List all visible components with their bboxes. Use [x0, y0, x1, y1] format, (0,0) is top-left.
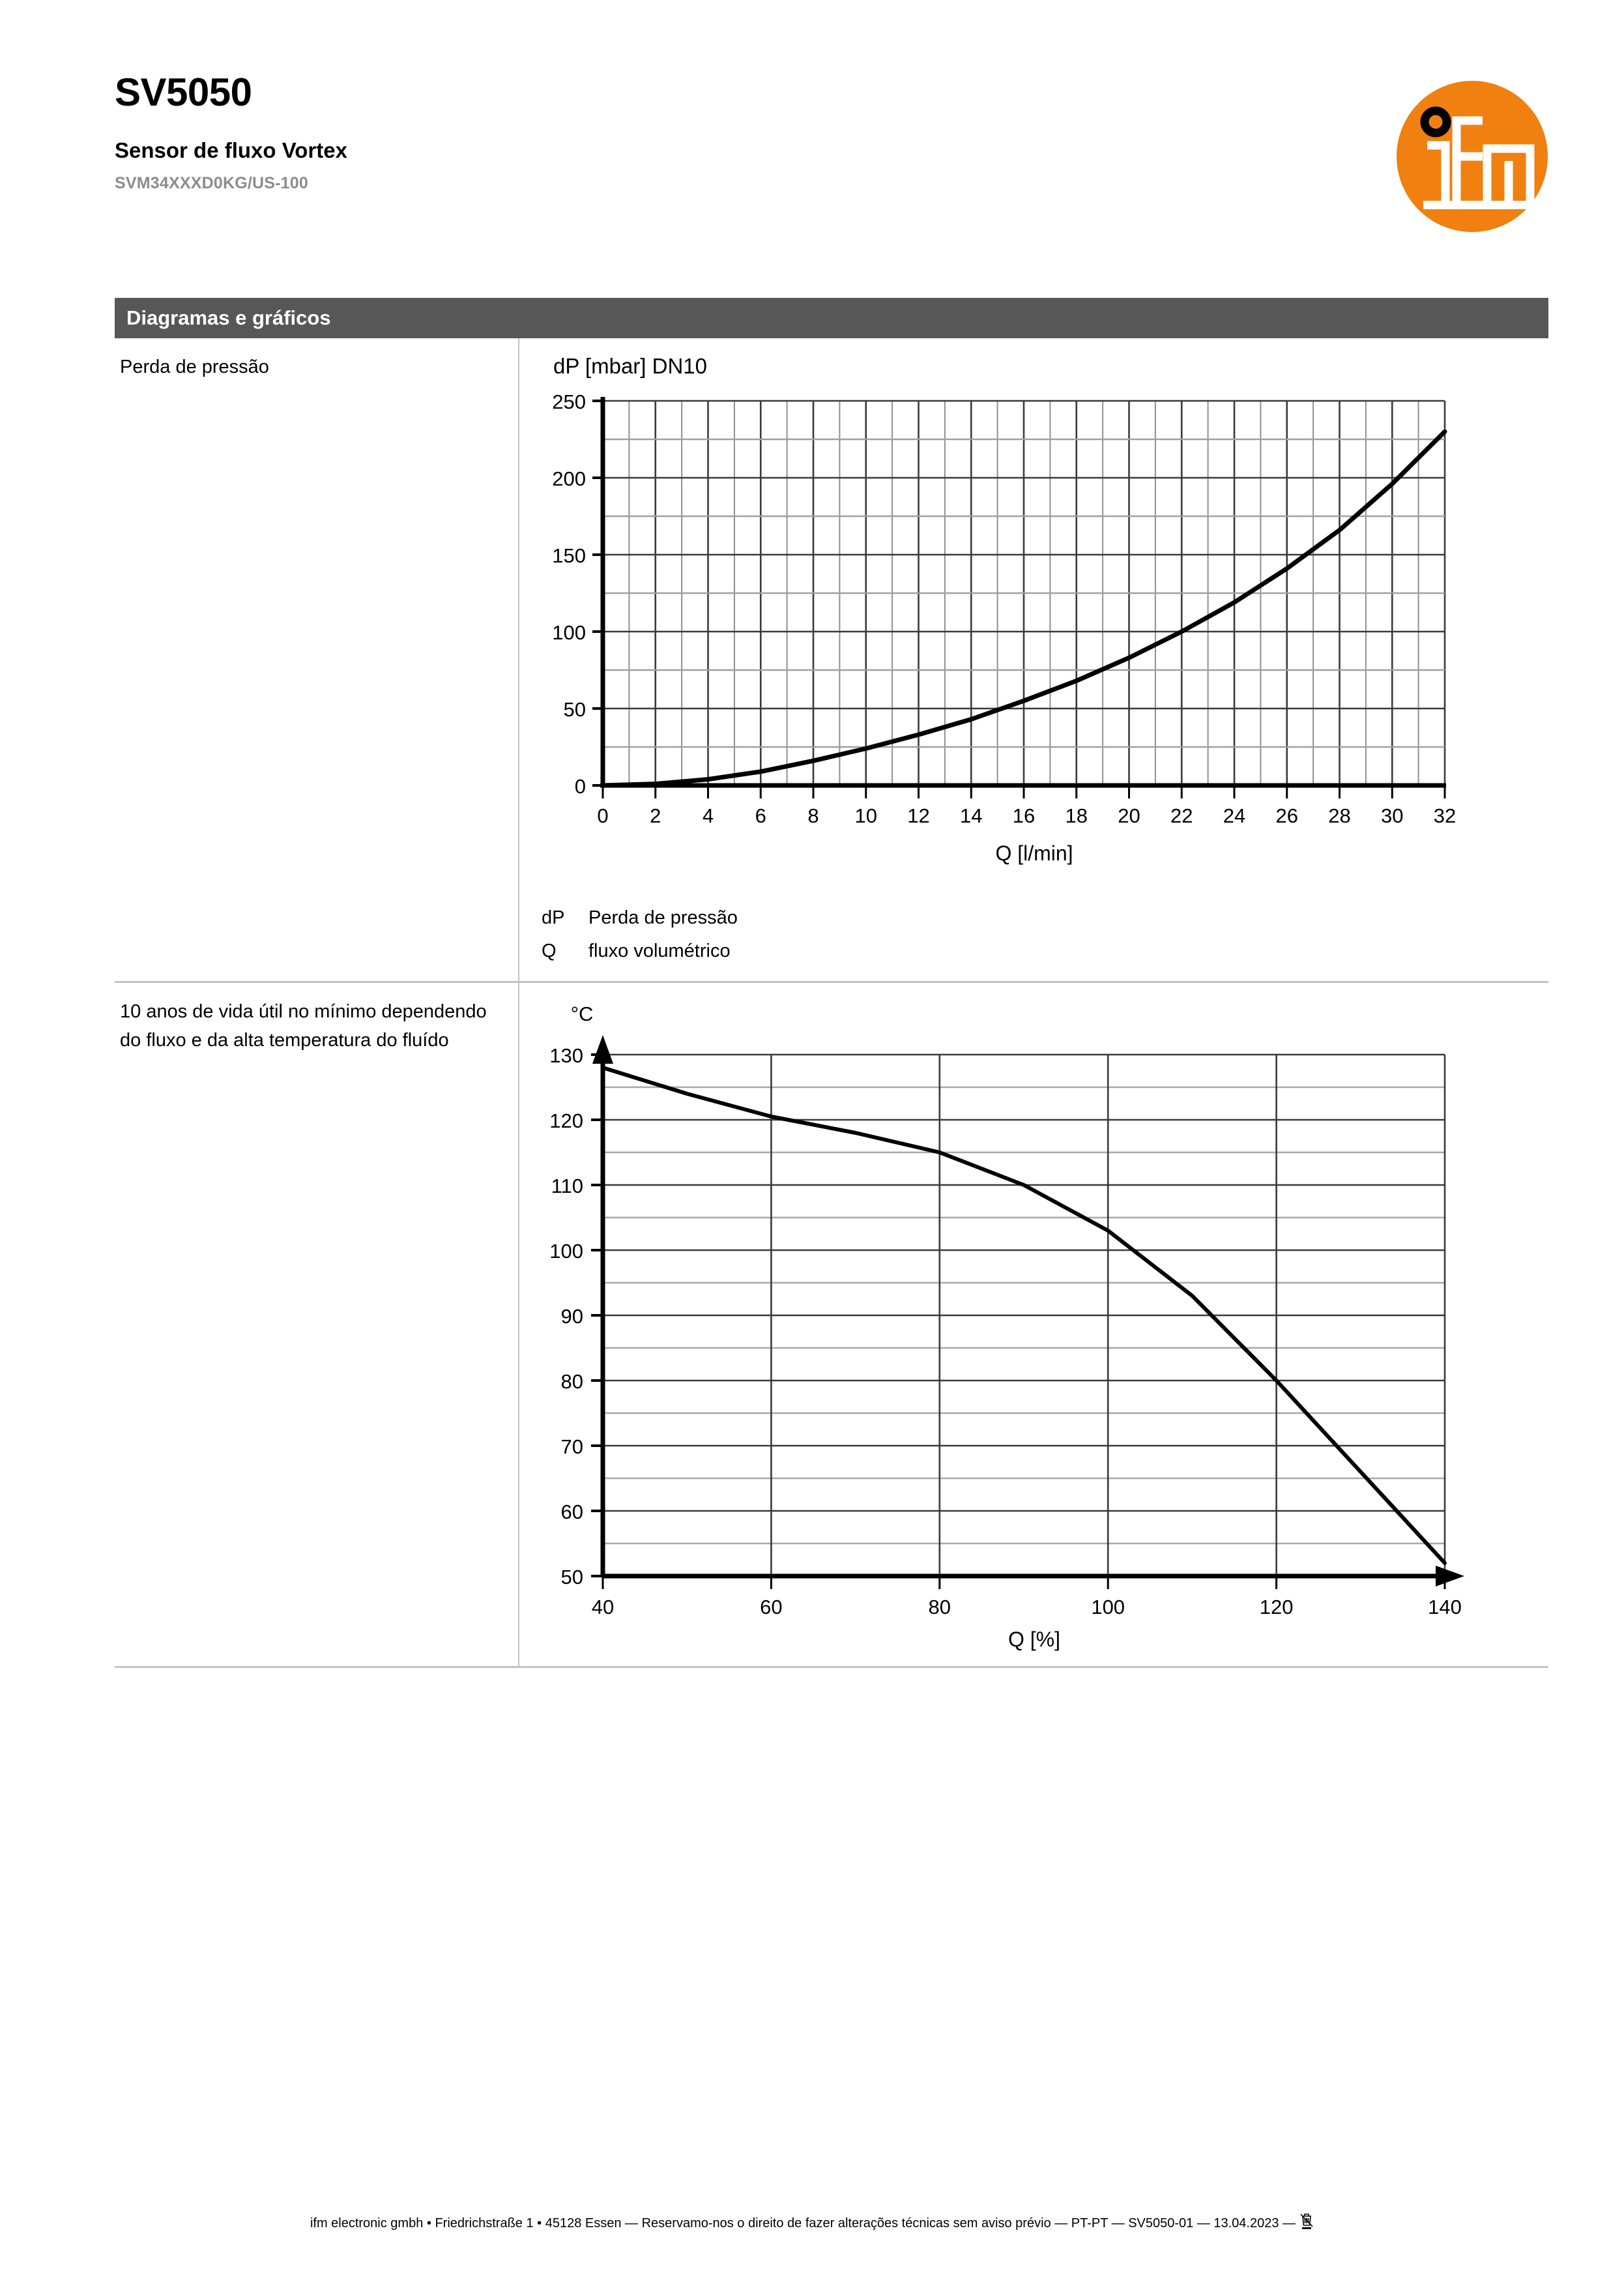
- svg-text:100: 100: [1091, 1596, 1125, 1618]
- row-content-pressure-loss: [519, 338, 1548, 982]
- svg-text:100: 100: [552, 621, 586, 644]
- svg-text:110: 110: [551, 1175, 583, 1197]
- svg-text:200: 200: [552, 467, 586, 490]
- legend-item: [542, 901, 1548, 935]
- pressure-loss-plot: [539, 350, 1510, 891]
- svg-text:50: 50: [560, 1566, 583, 1588]
- legend-text: fluxo volumétrico: [588, 941, 731, 961]
- section-header-diagrams: Diagramas e gráficos: [115, 298, 1548, 338]
- ifm-logo-icon: [1373, 62, 1549, 238]
- svg-text:6: 6: [755, 804, 766, 827]
- footer-text: ifm electronic gmbh • Friedrichstraße 1 • 45128 Essen — Reservamo-nos o direito de fazer alterações técnicas sem aviso prévio — PT-PT — SV5050-01 — 13.04.2023 —: [310, 2216, 1296, 2230]
- svg-text:28: 28: [1328, 804, 1351, 827]
- row-content-service-life: [519, 982, 1548, 1667]
- svg-text:26: 26: [1275, 804, 1298, 827]
- row-label-pressure-loss: Perda de pressão: [115, 338, 519, 982]
- chart1-title: dP [mbar] DN10: [553, 354, 707, 378]
- svg-text:18: 18: [1065, 804, 1088, 827]
- chart1-y-ticks: [552, 390, 586, 798]
- chart2-y-ticks: [549, 1044, 583, 1588]
- svg-text:22: 22: [1170, 804, 1193, 827]
- svg-text:50: 50: [563, 698, 586, 721]
- svg-text:30: 30: [1381, 804, 1404, 827]
- chart1-x-label: Q [l/min]: [995, 841, 1073, 865]
- svg-text:150: 150: [552, 544, 586, 567]
- chart2-x-axis-arrow: [1436, 1566, 1464, 1586]
- service-life-plot: [539, 995, 1510, 1653]
- svg-text:250: 250: [552, 390, 586, 413]
- svg-text:120: 120: [1259, 1596, 1294, 1618]
- svg-text:0: 0: [574, 775, 586, 798]
- svg-text:40: 40: [591, 1596, 615, 1618]
- svg-text:4: 4: [702, 804, 714, 827]
- ifm-logo: [1373, 62, 1549, 238]
- legend-symbol: dP: [542, 907, 565, 928]
- svg-text:16: 16: [1012, 804, 1036, 827]
- svg-text:32: 32: [1433, 804, 1457, 827]
- svg-text:0: 0: [597, 804, 609, 827]
- svg-text:60: 60: [560, 1500, 583, 1523]
- chart2-x-ticks: [592, 1596, 1462, 1618]
- crossed-out-wheelie-bin-icon: [1299, 2211, 1314, 2233]
- diagrams-table: [115, 338, 1548, 1668]
- product-code: SVM34XXXD0KG/US-100: [115, 174, 308, 192]
- svg-text:130: 130: [549, 1044, 583, 1067]
- svg-text:80: 80: [560, 1370, 583, 1393]
- chart-pressure-loss: [539, 350, 1548, 968]
- table-row: [115, 982, 1548, 1667]
- svg-text:20: 20: [1118, 804, 1140, 827]
- svg-text:10: 10: [854, 804, 877, 827]
- chart1-x-ticks: [597, 804, 1456, 827]
- document-header: [115, 70, 1548, 192]
- chart2-title: °C: [570, 1002, 594, 1025]
- svg-text:14: 14: [960, 804, 983, 827]
- svg-text:120: 120: [549, 1109, 583, 1132]
- table-row: [115, 338, 1548, 982]
- document-subtitle: Sensor de fluxo Vortex: [115, 138, 347, 162]
- chart2-x-label: Q [%]: [1008, 1628, 1061, 1651]
- page-title: SV5050: [115, 70, 252, 114]
- svg-text:24: 24: [1223, 804, 1246, 827]
- svg-text:2: 2: [650, 804, 661, 827]
- legend-item: [542, 935, 1548, 968]
- page-footer: [0, 2211, 1624, 2233]
- chart2-y-axis-arrow: [592, 1035, 613, 1064]
- chart-service-life: [539, 995, 1548, 1653]
- chart1-legend: [542, 901, 1548, 968]
- legend-symbol: Q: [542, 941, 557, 961]
- row-label-service-life: 10 anos de vida útil no mínimo dependendo do fluxo e da alta temperatura do fluído: [115, 982, 519, 1667]
- legend-text: Perda de pressão: [588, 907, 738, 928]
- svg-text:90: 90: [560, 1305, 583, 1328]
- svg-text:80: 80: [928, 1596, 951, 1618]
- svg-text:60: 60: [760, 1596, 783, 1618]
- svg-text:100: 100: [549, 1240, 583, 1263]
- svg-text:140: 140: [1428, 1596, 1462, 1618]
- svg-text:8: 8: [807, 804, 819, 827]
- svg-text:12: 12: [907, 804, 930, 827]
- svg-text:70: 70: [560, 1435, 583, 1458]
